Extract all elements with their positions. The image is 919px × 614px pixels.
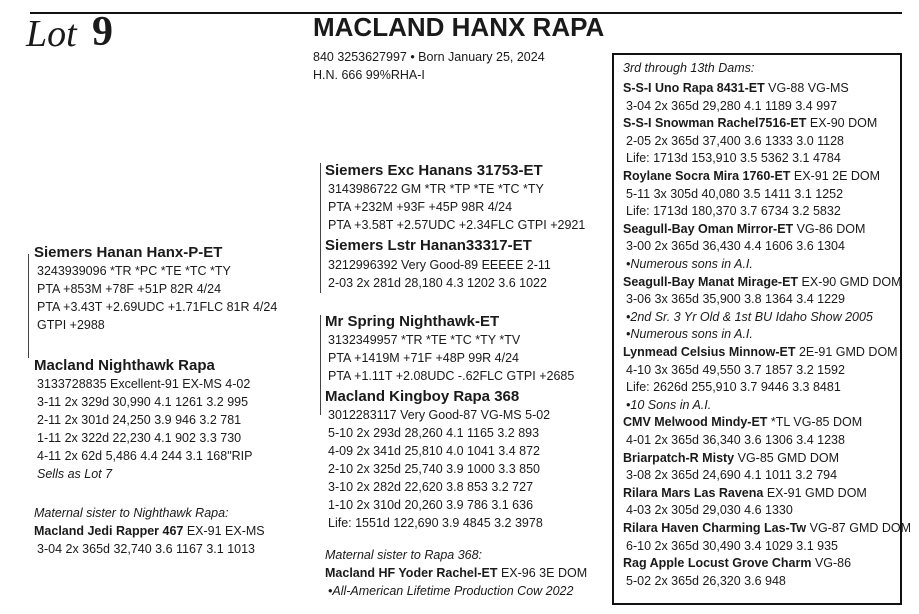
dam-entry-name: Seagull-Bay Oman Mirror-ET bbox=[623, 221, 794, 236]
sire-bracket bbox=[28, 254, 29, 358]
sires-dam-line: 2-03 2x 281d 28,180 4.3 1202 3.6 1022 bbox=[328, 276, 547, 290]
dams-sire-line: PTA +1.11T +2.08UDC -.62FLC GTPI +2685 bbox=[328, 369, 575, 383]
sires-sire-name: Siemers Exc Hanans 31753-ET bbox=[325, 162, 543, 179]
dam-entry bbox=[623, 485, 867, 502]
dam-entry-name: Lynmead Celsius Minnow-ET bbox=[623, 345, 796, 359]
dam-entry-record: 3-00 2x 365d 36,430 4.4 1606 3.6 1304 bbox=[626, 239, 845, 254]
sires-sire-line: 3143986722 GM *TR *TP *TE *TC *TY bbox=[328, 182, 544, 196]
dam-entry bbox=[623, 274, 902, 291]
sire-name: Siemers Hanan Hanx-P-ET bbox=[34, 244, 223, 261]
dam-entry-score: VG-87 GMD DOM bbox=[806, 521, 912, 535]
dam-entry-record: Life: 1713d 180,370 3.7 6734 3.2 5832 bbox=[626, 204, 841, 219]
sires-sire-line: PTA +3.58T +2.57UDC +2.34FLC GTPI +2921 bbox=[328, 218, 586, 232]
sire-line: 3243939096 *TR *PC *TE *TC *TY bbox=[37, 264, 231, 278]
dam-entry-score: VG-88 VG-MS bbox=[764, 81, 849, 95]
dam-entry-note: •10 Sons in A.I. bbox=[626, 397, 712, 412]
dam-entry-name: S-S-I Snowman Rachel7516-ET bbox=[623, 116, 807, 131]
sire-line: GTPI +2988 bbox=[37, 318, 105, 332]
maternal-sister-heading: Maternal sister to Nighthawk Rapa: bbox=[34, 506, 229, 520]
dam-entry-score: VG-86 DOM bbox=[793, 221, 866, 236]
dam-line: 1-11 2x 322d 22,230 4.1 902 3.3 730 bbox=[37, 431, 242, 445]
dam-entry bbox=[623, 450, 839, 467]
dam-entry-name: Rilara Haven Charming Las-Tw bbox=[623, 521, 807, 535]
dam-name: Macland Nighthawk Rapa bbox=[34, 357, 215, 374]
dams-dam-name: Macland Kingboy Rapa 368 bbox=[325, 388, 520, 405]
maternal-sister-name-line bbox=[34, 523, 265, 540]
lot-label: Lot bbox=[26, 13, 77, 55]
dam-line: 3-11 2x 329d 30,990 4.1 1261 3.2 995 bbox=[37, 395, 249, 409]
dam-entry-record: 5-11 3x 305d 40,080 3.5 1411 3.1 1252 bbox=[626, 186, 844, 201]
dam-entry-score: EX-90 DOM bbox=[806, 116, 878, 131]
dams-dam-line: 4-09 2x 341d 25,810 4.0 1041 3.4 872 bbox=[328, 444, 540, 458]
dams-box bbox=[612, 53, 912, 605]
dam-entry-record: 4-10 3x 365d 49,550 3.7 1857 3.2 1592 bbox=[626, 362, 845, 377]
dam-entry-name: Rag Apple Locust Grove Charm bbox=[623, 556, 812, 571]
dams-box-heading: 3rd through 13th Dams: bbox=[623, 61, 755, 75]
dams-sire-line: PTA +1419M +71F +48P 99R 4/24 bbox=[328, 351, 519, 365]
dam-entry bbox=[623, 555, 851, 572]
dam-line: 3133728835 Excellent-91 EX-MS 4-02 bbox=[37, 377, 251, 391]
dam-entry-record: 5-02 2x 365d 26,320 3.6 948 bbox=[626, 573, 786, 588]
dam-entry-score: EX-91 GMD DOM bbox=[763, 485, 867, 500]
dam-entry bbox=[623, 414, 862, 431]
sires-dam-line: 3212996392 Very Good-89 EEEEE 2-11 bbox=[328, 258, 551, 272]
dam-entry-record: 4-01 2x 365d 36,340 3.6 1306 3.4 1238 bbox=[626, 433, 845, 447]
dam-entry-record: 2-05 2x 365d 37,400 3.6 1333 3.0 1128 bbox=[626, 133, 845, 148]
dam-entry-record: 3-06 3x 365d 35,900 3.8 1364 3.4 1229 bbox=[626, 292, 845, 307]
dam-entry bbox=[623, 115, 877, 132]
dam-entry-record: 3-08 2x 365d 24,690 4.1 1011 3.2 794 bbox=[626, 468, 838, 483]
dam-entry-name: S-S-I Uno Rapa 8431-ET bbox=[623, 81, 765, 95]
maternal-sister-heading: Maternal sister to Rapa 368: bbox=[325, 548, 483, 562]
dam-entry-name: CMV Melwood Mindy-ET bbox=[623, 415, 768, 430]
dams-dam-line: Life: 1551d 122,690 3.9 4845 3.2 3978 bbox=[328, 516, 543, 530]
animal-name: MACLAND HANX RAPA bbox=[313, 12, 605, 42]
maternal-sister-record: 3-04 2x 365d 32,740 3.6 1167 3.1 1013 bbox=[37, 542, 256, 556]
maternal-sister-name-line bbox=[325, 565, 587, 582]
dam-entry bbox=[623, 520, 911, 537]
maternal-sister-note: •All-American Lifetime Production Cow 2022 bbox=[328, 584, 574, 598]
dam-entry bbox=[623, 80, 849, 97]
dams-dam-line: 3-10 2x 282d 22,620 3.8 853 3.2 727 bbox=[328, 480, 534, 494]
dam-parents-bracket bbox=[320, 315, 321, 415]
maternal-sister-score: EX-91 EX-MS bbox=[183, 524, 265, 538]
dam-entry-name: Roylane Socra Mira 1760-ET bbox=[623, 169, 791, 183]
maternal-sister-name: Macland Jedi Rapper 467 bbox=[34, 524, 184, 538]
dam-entry-note: •Numerous sons in A.I. bbox=[626, 257, 753, 271]
dam-entry bbox=[623, 344, 898, 361]
dams-sire-line: 3132349957 *TR *TE *TC *TY *TV bbox=[328, 333, 521, 347]
dam-entry-record: Life: 2626d 255,910 3.7 9446 3.3 8481 bbox=[626, 380, 841, 395]
dams-dam-line: 3012283117 Very Good-87 VG-MS 5-02 bbox=[328, 408, 551, 422]
dams-dam-line: 1-10 2x 310d 20,260 3.9 786 3.1 636 bbox=[328, 498, 534, 512]
maternal-sister-name: Macland HF Yoder Rachel-ET bbox=[325, 566, 498, 580]
dam-line: 2-11 2x 301d 24,250 3.9 946 3.2 781 bbox=[37, 413, 242, 427]
dam-note: Sells as Lot 7 bbox=[37, 467, 113, 481]
dam-entry bbox=[623, 221, 865, 238]
dam-entry-record: 6-10 2x 365d 30,490 3.4 1029 3.1 935 bbox=[626, 538, 838, 553]
dam-entry-record: 3-04 2x 365d 29,280 4.1 1189 3.4 997 bbox=[626, 98, 838, 113]
dam-entry-note: •2nd Sr. 3 Yr Old & 1st BU Idaho Show 2005 bbox=[626, 309, 873, 324]
dam-entry-record: 4-03 2x 305d 29,030 4.6 1330 bbox=[626, 503, 793, 518]
sire-line: PTA +3.43T +2.69UDC +1.71FLC 81R 4/24 bbox=[37, 300, 278, 314]
sires-dam-name: Siemers Lstr Hanan33317-ET bbox=[325, 237, 532, 254]
dam-entry-score: VG-85 GMD DOM bbox=[734, 450, 840, 465]
dam-entry-note: •Numerous sons in A.I. bbox=[626, 327, 753, 342]
dam-entry-score: EX-90 GMD DOM bbox=[798, 274, 902, 289]
maternal-sister-score: EX-96 3E DOM bbox=[497, 566, 588, 580]
dam-entry bbox=[623, 168, 880, 185]
dam-entry-name: Rilara Mars Las Ravena bbox=[623, 485, 764, 500]
animal-hn-line: H.N. 666 99%RHA-I bbox=[313, 68, 425, 82]
sires-sire-line: PTA +232M +93F +45P 98R 4/24 bbox=[328, 200, 513, 214]
sire-parents-bracket bbox=[320, 163, 321, 293]
dams-dam-line: 5-10 2x 293d 28,260 4.1 1165 3.2 893 bbox=[328, 426, 540, 440]
animal-id-line: 840 3253627997 • Born January 25, 2024 bbox=[313, 50, 545, 64]
dam-entry-name: Seagull-Bay Manat Mirage-ET bbox=[623, 274, 799, 289]
dam-entry-score: 2E-91 GMD DOM bbox=[795, 345, 898, 359]
lot-number: 9 bbox=[92, 9, 113, 55]
dam-entry-score: VG-86 bbox=[811, 556, 852, 571]
dam-entry-name: Briarpatch-R Misty bbox=[623, 450, 735, 465]
dam-entry-score: *TL VG-85 DOM bbox=[767, 415, 863, 430]
sire-line: PTA +853M +78F +51P 82R 4/24 bbox=[37, 282, 222, 296]
dam-entry-record: Life: 1713d 153,910 3.5 5362 3.1 4784 bbox=[626, 151, 841, 166]
dams-sire-name: Mr Spring Nighthawk-ET bbox=[325, 313, 500, 330]
dam-line: 4-11 2x 62d 5,486 4.4 244 3.1 168"RIP bbox=[37, 449, 253, 463]
dams-dam-line: 2-10 2x 325d 25,740 3.9 1000 3.3 850 bbox=[328, 462, 540, 476]
dam-entry-score: EX-91 2E DOM bbox=[790, 169, 881, 183]
